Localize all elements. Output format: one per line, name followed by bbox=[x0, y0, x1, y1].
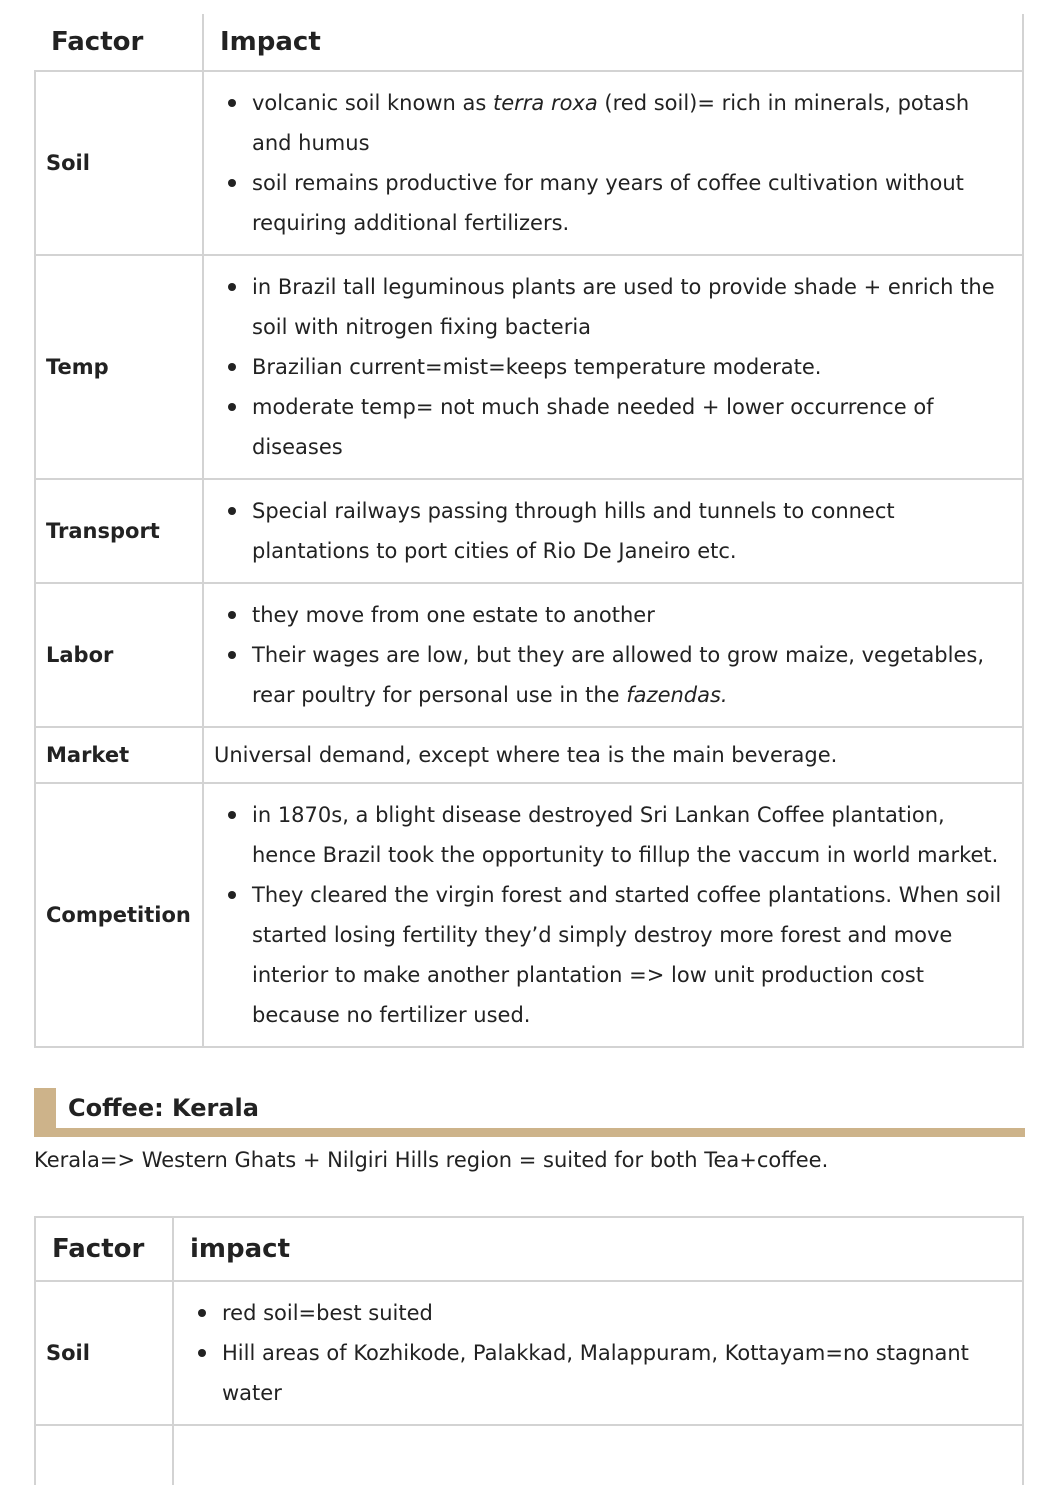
list-item: in Brazil tall leguminous plants are used to provide shade + enrich the soil with nitrogen fixing bacteria bbox=[252, 267, 1021, 347]
impact-list bbox=[175, 1293, 1021, 1413]
factor-cell: Labor bbox=[35, 583, 203, 727]
list-item: volcanic soil known as terra roxa (red soil)= rich in minerals, potash and humus bbox=[252, 83, 1021, 163]
factor-cell: Competition bbox=[35, 783, 203, 1047]
factor-cell: Transport bbox=[35, 479, 203, 583]
section-paragraph: Kerala=> Western Ghats + Nilgiri Hills region = suited for both Tea+coffee. bbox=[34, 1148, 829, 1172]
table-row-soil bbox=[35, 1281, 1023, 1425]
impact-list bbox=[205, 595, 1021, 715]
table-row-competition bbox=[35, 783, 1023, 1047]
list-item: Brazilian current=mist=keeps temperature moderate. bbox=[252, 347, 1021, 387]
list-item: Their wages are low, but they are allowed to grow maize, vegetables, rear poultry for personal use in the fazendas. bbox=[252, 635, 1021, 715]
impact-list bbox=[205, 83, 1021, 243]
list-item: moderate temp= not much shade needed + lower occurrence of diseases bbox=[252, 387, 1021, 467]
factor-cell: Market bbox=[35, 727, 203, 783]
table-row-soil bbox=[35, 71, 1023, 255]
impact-cell bbox=[203, 71, 1023, 255]
factor-column-header: Factor bbox=[35, 14, 203, 71]
impact-cell bbox=[203, 255, 1023, 479]
emphasis-text: terra roxa bbox=[493, 91, 598, 115]
impact-cell bbox=[173, 1425, 1023, 1485]
factor-column-header: Factor bbox=[35, 1217, 173, 1281]
table-row-empty bbox=[35, 1425, 1023, 1485]
factor-cell: Temp bbox=[35, 255, 203, 479]
table-header-row bbox=[35, 1217, 1023, 1281]
list-item: in 1870s, a blight disease destroyed Sri Lankan Coffee plantation, hence Brazil took the opportunity to fillup the vaccum in world market. bbox=[252, 795, 1021, 875]
factor-cell: Soil bbox=[35, 71, 203, 255]
impact-list bbox=[205, 795, 1021, 1035]
section-heading-text: Coffee: Kerala bbox=[68, 1094, 259, 1122]
kerala-coffee-factors-table bbox=[34, 1216, 1024, 1485]
table-header-row bbox=[35, 14, 1023, 71]
impact-list bbox=[205, 491, 1021, 571]
table-row-labor bbox=[35, 583, 1023, 727]
list-item: Hill areas of Kozhikode, Palakkad, Malappuram, Kottayam=no stagnant water bbox=[222, 1333, 1021, 1413]
impact-cell bbox=[203, 479, 1023, 583]
table-row-market bbox=[35, 727, 1023, 783]
heading-underline-bar bbox=[34, 1128, 1025, 1137]
list-item: soil remains productive for many years of coffee cultivation without requiring additional fertilizers. bbox=[252, 163, 1021, 243]
factor-cell: Soil bbox=[35, 1281, 173, 1425]
brazil-coffee-factors-table bbox=[34, 14, 1024, 1048]
impact-cell bbox=[203, 583, 1023, 727]
impact-list bbox=[205, 267, 1021, 467]
impact-cell bbox=[203, 783, 1023, 1047]
list-item: red soil=best suited bbox=[222, 1293, 1021, 1333]
impact-cell: Universal demand, except where tea is the main beverage. bbox=[203, 727, 1023, 783]
table-row-transport bbox=[35, 479, 1023, 583]
impact-cell bbox=[173, 1281, 1023, 1425]
factor-cell bbox=[35, 1425, 173, 1485]
table-row-temp bbox=[35, 255, 1023, 479]
impact-column-header: Impact bbox=[203, 14, 1023, 71]
list-item: They cleared the virgin forest and started coffee plantations. When soil started losing fertility they’d simply destroy more forest and move interior to make another plantation => low unit production cost because no fertilizer used. bbox=[252, 875, 1021, 1035]
list-item: Special railways passing through hills and tunnels to connect plantations to port cities of Rio De Janeiro etc. bbox=[252, 491, 1021, 571]
list-item: they move from one estate to another bbox=[252, 595, 1021, 635]
emphasis-text: fazendas. bbox=[626, 683, 728, 707]
impact-column-header: impact bbox=[173, 1217, 1023, 1281]
